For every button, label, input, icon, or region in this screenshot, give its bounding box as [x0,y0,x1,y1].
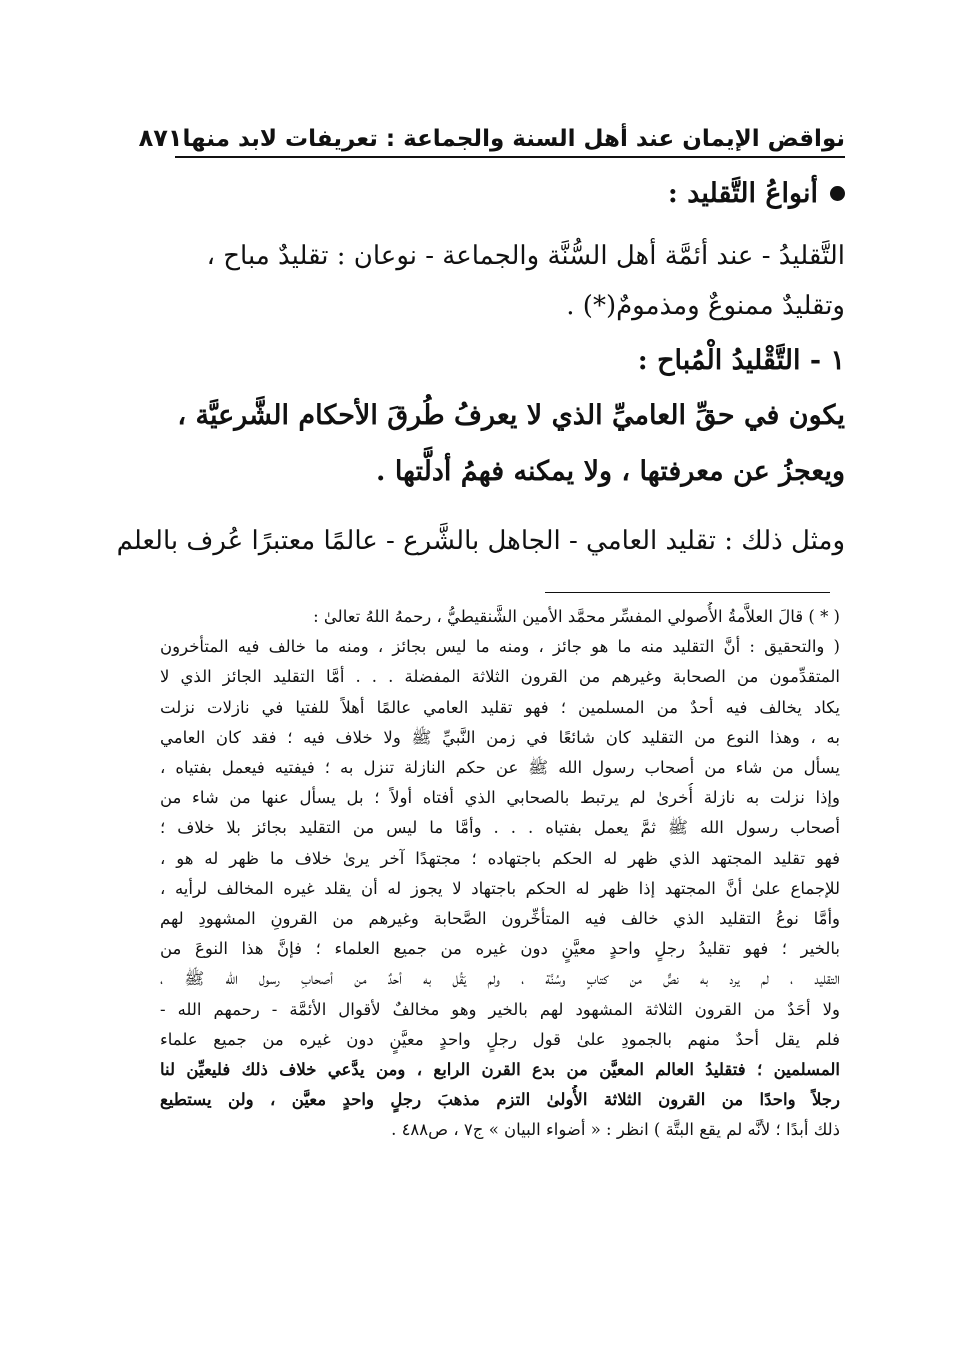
section-heading [160,178,845,209]
footnote-line: المسلمين ؛ فتقليدُ العالم المعيَّن من بدع القرن الرابع ، ومن يدَّعي خلاف ذلك فليعيِّن لنا [160,1060,840,1080]
footnote-line: وأمَّا نوعُ التقليد الذي خالف فيه المتأخِّرون الصَّحابة وغيرهم من القرونِ المشهودِ لهم [160,909,840,929]
footnote-line: التقليد ، لم يرد به نصٌّ من كتابٍ وسُنَّة ، ولم يَقُل به أحدٌ من أصحابِ رسول الله ﷺ ، [160,969,840,989]
last-line: ومثل ذلك : تقليد العامي - الجاهل بالشَّرع - عالمًا معتبرًا عُرف بالعلم [116,526,845,556]
footnote-line: فهو تقليد المجتهد الذي ظهر له الحكم باجتهاده ؛ مجتهدًا آخر يرىٰ خلاف ما ظهر له هو ، [160,848,840,868]
page-number: ٨٧١ [138,124,183,152]
footnote-line: رجلاً واحدًا من القرون الثلاثة الأُولىٰ التزم مذهبَ رجلٍ واحدٍ معيَّن ، ولن يستطيع [160,1090,840,1110]
footnote-line: يكاد يخالف فيه أحدٌ من المسلمين ؛ فهو تقليد العامي عالمًا أهلاً للفتيا في نازلات نزلت [160,697,840,717]
footnote-line: فلم يقل أحدٌ منهم بالجمودِ علىٰ قول رجلٍ واحدٍ معيَّنٍ دون غيره من جميع علماء [160,1029,840,1049]
footnote-line: به ، وهذا النوع من التقليد كان شائعًا في زمن النَّبيِّ ﷺ ولا خلاف فيه ؛ فقد كان العامي [160,727,840,747]
bold-line-1: يكون في حقِّ العاميِّ الذي لا يعرفُ طُرقَ الأحكام الشَّرعيَّة ، [177,400,845,431]
intro-line-1: التَّقليدُ - عند أئمَّة أهل السُّنَّة والجماعة - نوعان : تقليدٌ مباح ، [206,241,845,271]
bullet-icon [830,186,845,201]
intro-line-2: وتقليدٌ ممنوعٌ ومذمومٌ(*) . [566,291,845,321]
footnote-line: ذلك أبدًا ؛ لأنَّه لم يقع البتَّة ) انظر : « أضواء البيان » ج٧ ، ص٤٨٨ . [391,1120,840,1140]
section-heading-text: أنواعُ التَّقليد : [667,178,818,209]
footnote-line: بالخير ؛ فهو تقليدُ رجلٍ واحدٍ معيَّنٍ دون غيره من جميع العلماء ؛ فإنَّ هذا النوعَ من [160,939,840,959]
footnote-line: وإذا نزلت به نازلة أُخرىٰ لم يرتبط بالصحابي الذي أفتاه أولاً ؛ بل يسأل عنها من شاء من [160,788,840,808]
bold-line-2: ويعجزُ عن معرفتها ، ولا يمكنه فهمُ أدلَّتها . [376,456,845,487]
subheading: ١ - التَّقْليدُ الْمُباح : [637,345,845,376]
footnote-line: المتقدِّمون من الصحابة وغيرهم من القرون الثلاثة المفضلة . . . أمَّا التقليد الجائز الذي لا [160,667,840,687]
main-text [116,178,845,566]
footnote-line: أصحاب رسول الله ﷺ ثمَّ يعمل بفتياه . . . وأمَّا ما ليس من التقليد بجائز بلا خلاف ؛ [160,818,840,838]
footnote-line: ولا أحَدٌ من القرون الثلاثة المشهود لهم بالخير وهو مخالفٌ لأقوال الأئمَّة - رحمهم الله - [160,999,840,1019]
footnote-line: يسأل من شاء من أصحاب رسول الله ﷺ عن حكم النازلة تنزل به ؛ فيفتيه فيعمل بفتياه ، [160,758,840,778]
footnote-line: للإجماع علىٰ أنَّ المجتهد إذا ظهر له الحكم باجتهاد لا يجوز له أن يقلد غيره المخالف لرأيه ، [160,878,840,898]
running-title: نواقض الإيمان عند أهل السنة والجماعة : تعريفات لابد منها [182,126,845,152]
footnote-line: ( * ) قالَ العلاَّمةُ الأُصولي المفسِّر محمَّد الأمين الشَّنقيطيُّ ، رحمهُ اللهُ تعالىٰ : [313,607,840,626]
footnote [160,602,840,1146]
footnote-line: ( والتحقيق : أنَّ التقليد منه ما هو جائز ، ومنه ما ليس بجائز ، ومنه ما خالف فيه المتأخرون [160,637,840,657]
page-header [138,112,845,158]
footnote-separator [545,592,830,593]
